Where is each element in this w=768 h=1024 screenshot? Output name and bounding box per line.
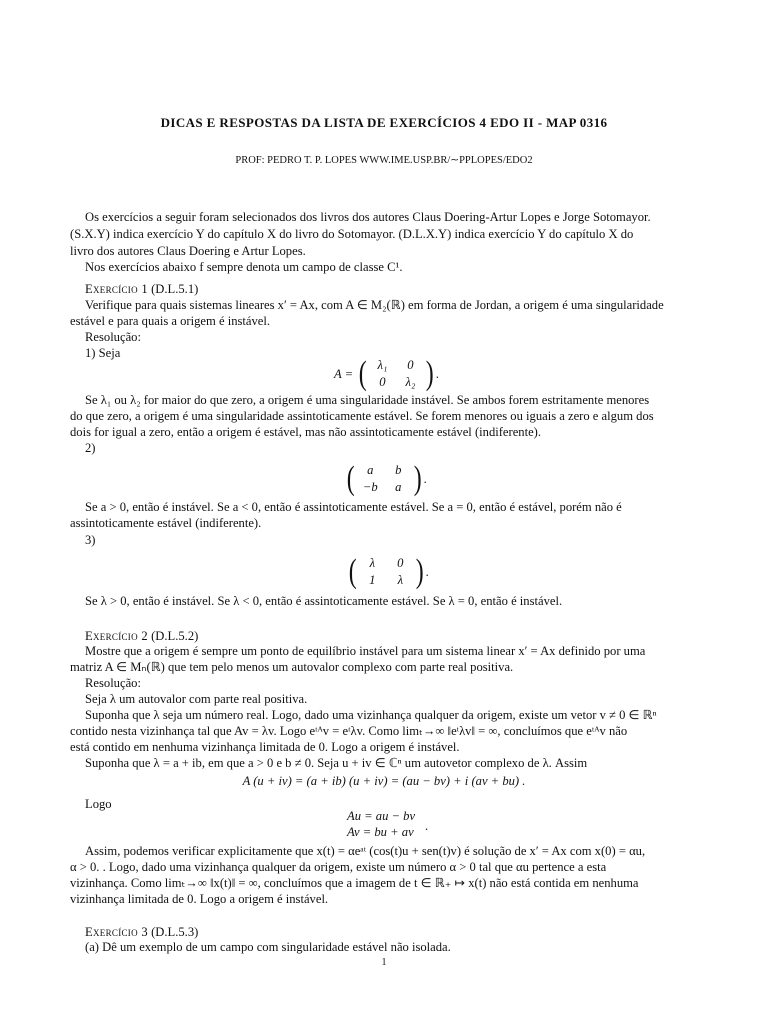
- matrix-cell: a: [367, 463, 374, 477]
- ex1-after2-line-2: assintoticamente estável (indiferente).: [70, 516, 262, 530]
- ex3-heading: [85, 924, 198, 940]
- ex2-ref: (D.L.5.2): [151, 629, 199, 643]
- matrix-1-cells: [368, 358, 424, 390]
- matrix-1-prefix: A =: [334, 366, 354, 381]
- matrix-cell: 0: [379, 375, 386, 389]
- ex1-after2-line-1: Se a > 0, então é instável. Se a < 0, então é assintoticamente estável. Se a = 0, então é estável, porém não é: [85, 500, 622, 514]
- left-paren: (: [346, 460, 355, 497]
- matrix-cell: 0: [407, 358, 414, 372]
- matrix-cell: λ: [397, 573, 404, 587]
- left-paren: (: [348, 553, 357, 590]
- ex2-equation-1: A (u + iv) = (a + ib) (u + iv) = (au − bv) + i (av + bu) .: [242, 774, 526, 788]
- matrix-1: [334, 357, 439, 391]
- ex2-line-2: matriz A ∈ Mₙ(ℝ) que tem pelo menos um autovalor complexo com parte real positiva.: [70, 660, 514, 674]
- ex1-after1-line-1: Se λ₁ ou λ₂ for maior do que zero, a origem é uma singularidade instável. Se ambos forem estritamente menores: [85, 393, 650, 407]
- ex2-after-line-4: vizinhança limitada de 0. Logo a origem é instável.: [70, 892, 329, 906]
- matrix-cell: −b: [362, 480, 378, 494]
- matrix-2-cells: [356, 463, 412, 495]
- left-paren: (: [358, 355, 367, 392]
- ex1-line-3: Resolução:: [85, 330, 141, 344]
- ex1-line-4: 1) Seja: [85, 346, 121, 360]
- intro-line-4: Nos exercícios abaixo f sempre denota um campo de classe C¹.: [85, 260, 403, 274]
- ex1-after1-line-3: dois for igual a zero, então a origem é estável, mas não assintoticamente estável (indiferente).: [70, 425, 542, 439]
- right-paren: ): [426, 355, 435, 392]
- ex2-equation-2-dot: .: [425, 819, 429, 833]
- ex3-label: Exercício 3: [85, 925, 148, 939]
- ex1-line-2: estável e para quais a origem é instável.: [70, 314, 271, 328]
- right-paren: ): [416, 553, 424, 590]
- matrix-cell: a: [395, 480, 402, 494]
- ex1-label: Exercício 1: [85, 282, 148, 296]
- ex1-after1-line-4: 2): [85, 441, 96, 455]
- matrix-cell: b: [395, 463, 402, 477]
- ex1-ref: (D.L.5.1): [151, 282, 199, 296]
- matrix-3-suffix: .: [425, 564, 429, 579]
- ex2-line-3: Resolução:: [85, 676, 141, 690]
- ex2-logo: Logo: [85, 797, 112, 811]
- ex2-line-4: Seja λ um autovalor com parte real positiva.: [85, 692, 308, 706]
- intro-line-1: Os exercícios a seguir foram selecionados dos livros dos autores Claus Doering-Artur Lopes e Jorge Sotomayor.: [85, 210, 651, 224]
- right-paren: ): [414, 460, 422, 497]
- author-line: PROF: PEDRO T. P. LOPES WWW.IME.USP.BR/∼PPLOPES/EDO2: [235, 155, 533, 166]
- ex2-line-1: Mostre que a origem é sempre um ponto de equilíbrio instável para um sistema linear x′ = Ax definido por uma: [85, 644, 646, 658]
- ex2-line-7: está contido em nenhuma vizinhança limitada de 0. Logo a origem é instável.: [70, 740, 460, 754]
- ex2-after-line-3: vizinhança. Como limₜ→∞ ‖x(t)‖ = ∞, concluímos que a imagem de t ∈ ℝ₊ ↦ x(t) não está contida em nenhuma: [70, 876, 639, 890]
- matrix-cell: 1: [369, 573, 376, 587]
- ex3-ref: (D.L.5.3): [151, 925, 199, 939]
- matrix-cell: 0: [397, 556, 404, 570]
- matrix-cell: λ₁: [377, 358, 388, 372]
- page-title: DICAS E RESPOSTAS DA LISTA DE EXERCÍCIOS 4 EDO II - MAP 0316: [160, 115, 608, 130]
- ex2-line-8: Suponha que λ = a + ib, em que a > 0 e b ≠ 0. Seja u + iv ∈ ℂⁿ um autovetor complexo de λ. Assim: [85, 756, 588, 770]
- ex2-label: Exercício 2: [85, 629, 148, 643]
- matrix-cell: λ₂: [405, 375, 416, 389]
- ex2-equation-2b: Av = bu + av: [347, 825, 414, 839]
- ex3-line-1: (a) Dê um exemplo de um campo com singularidade estável não isolada.: [85, 940, 451, 954]
- ex2-after-line-2: α > 0. . Logo, dado uma vizinhança qualquer da origem, existe um número α > 0 tal que αu pertence a esta: [70, 860, 607, 874]
- ex1-after3: Se λ > 0, então é instável. Se λ < 0, então é assintoticamente estável. Se λ = 0, então é instável.: [85, 594, 563, 608]
- matrix-3-cells: [358, 556, 414, 588]
- ex2-line-5: Suponha que λ seja um número real. Logo, dado uma vizinhança qualquer da origem, existe um vetor v ≠ 0 ∈ ℝⁿ: [85, 708, 657, 722]
- matrix-2: [345, 462, 427, 496]
- matrix-2-suffix: .: [423, 471, 427, 486]
- ex1-after2-line-3: 3): [85, 533, 96, 547]
- intro-line-3: livro dos autores Claus Doering e Artur Lopes.: [70, 244, 306, 258]
- matrix-3: [347, 555, 429, 589]
- ex1-heading: [85, 281, 198, 297]
- ex2-equation-2a: Au = au − bv: [347, 809, 416, 823]
- ex2-after-line-1: Assim, podemos verificar explicitamente que x(t) = αeᵃᵗ (cos(t)u + sen(t)v) é solução de x′ = Ax com x(0) = αu,: [85, 844, 646, 858]
- matrix-cell: λ: [369, 556, 376, 570]
- ex1-line-1: Verifique para quais sistemas lineares x′ = Ax, com A ∈ M₂(ℝ) em forma de Jordan, a origem é uma singularidade: [85, 298, 664, 312]
- ex2-line-6: contido nesta vizinhança tal que Av = λv. Logo eᵗᴬv = eᵗλv. Como limₜ→∞ ‖eᵗλv‖ = ∞, concluímos que eᵗᴬv não: [70, 724, 628, 738]
- page-number: 1: [381, 957, 387, 968]
- intro-line-2: (S.X.Y) indica exercício Y do capítulo X do livro do Sotomayor. (D.L.X.Y) indica exercício Y do capítulo X do: [70, 227, 634, 241]
- matrix-1-suffix: .: [435, 366, 439, 381]
- ex2-heading: [85, 628, 198, 644]
- ex1-after1-line-2: do que zero, a origem é uma singularidade assintoticamente estável. Se forem menores ou iguais a zero e algum dos: [70, 409, 654, 423]
